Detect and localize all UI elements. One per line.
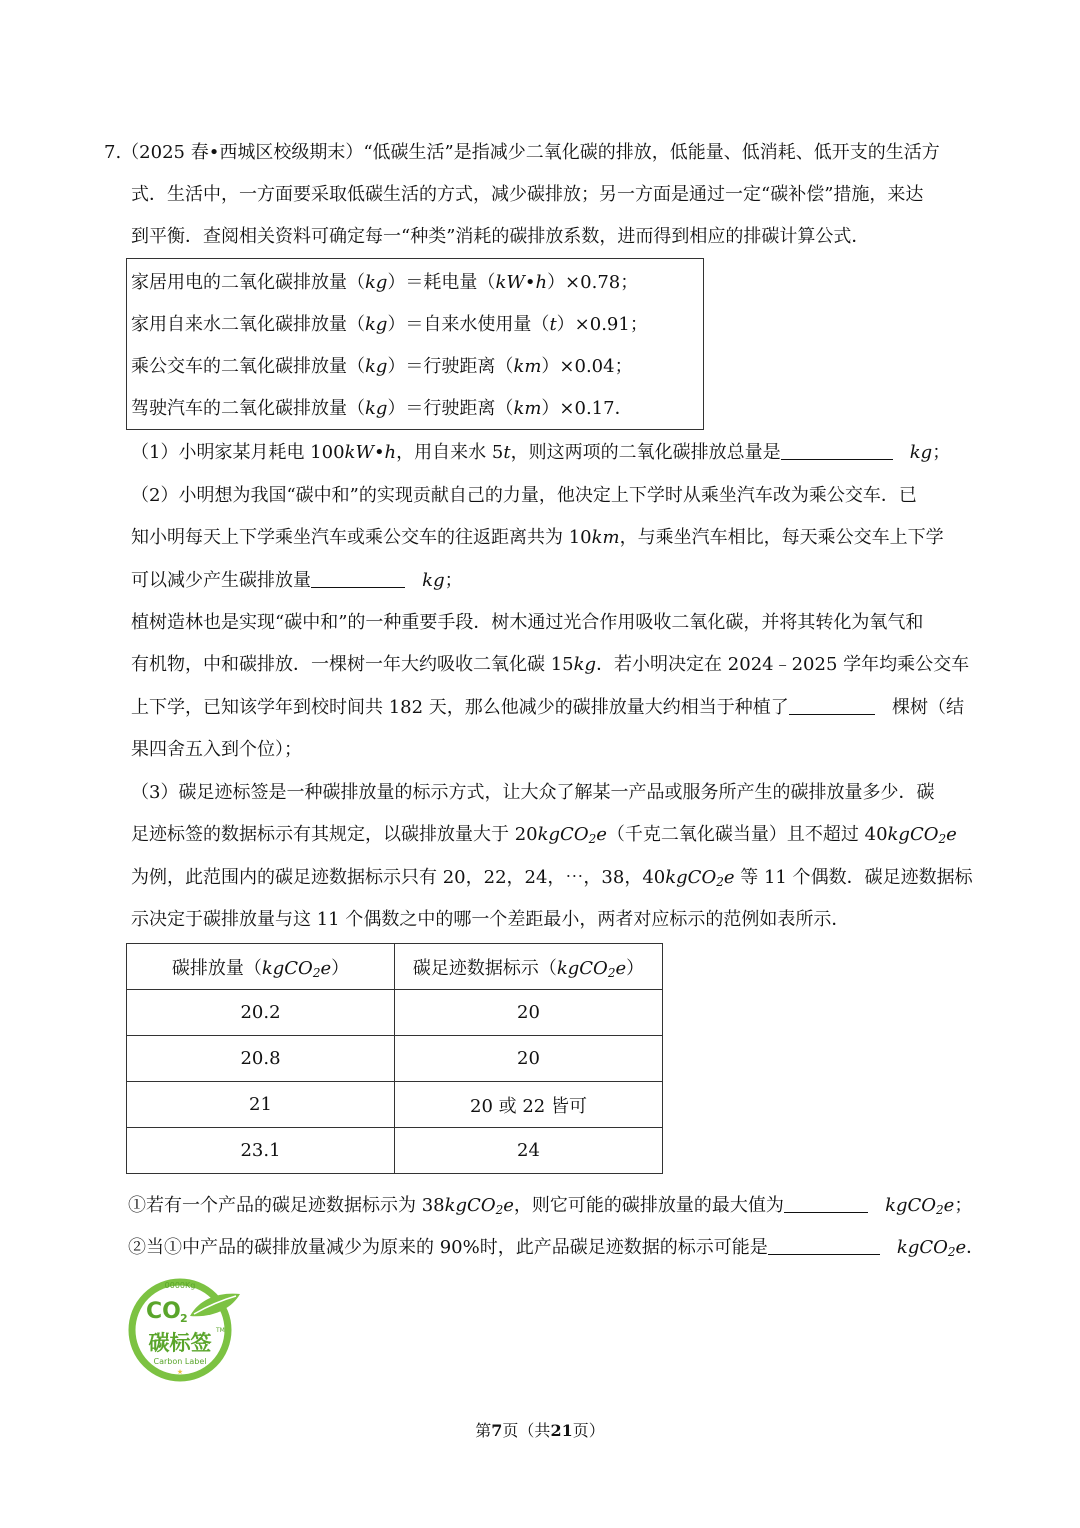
table-cell-label: 20 或 22 皆可 [395, 1082, 663, 1128]
table-row [127, 990, 663, 1036]
question-2-line-5: 有机物，中和碳排放．一棵树一年大约吸收二氧化碳 15kg．若小明决定在 2024﹣2025 学年均乘公交车 [131, 654, 970, 675]
table-cell-label: 24 [395, 1128, 663, 1174]
question-2-line-1: （2）小明想为我国“碳中和”的实现贡献自己的力量，他决定上下学时从乘坐汽车改为乘公交车．已 [131, 485, 917, 506]
table-header-emission: 碳排放量（kgCO$_2$e） [127, 944, 395, 990]
answer-blank-2[interactable] [311, 569, 405, 588]
question-3-line-3: 为例，此范围内的碳足迹数据标示只有 20，22，24，⋯，38，40kgCO$_2$e 等 11 个偶数．碳足迹数据标 [131, 867, 973, 889]
table-row [127, 1036, 663, 1082]
question-3-line-4: 示决定于碳排放量与这 11 个偶数之中的哪一个差距最小，两者对应标示的范例如表所示． [131, 909, 850, 930]
table-header-label: 碳足迹数据标示（kgCO$_2$e） [395, 944, 663, 990]
logo-cn-label: 碳标签 [148, 1331, 212, 1355]
logo-top-text: 0000Kg [164, 1281, 196, 1290]
page-footer: 第7页（共21页） [475, 1421, 605, 1440]
question-3-line-2: 足迹标签的数据标示有其规定，以碳排放量大于 20kgCO$_2$e（千克二氧化碳当量）且不超过 40kgCO$_2$e [131, 824, 957, 846]
intro-line-3: 到平衡．查阅相关资料可确定每一“种类”消耗的碳排放系数，进而得到相应的排碳计算公式． [131, 226, 870, 247]
formula-electricity: 家居用电的二氧化碳排放量（kg）＝耗电量（kW•h）×0.78； [131, 272, 639, 293]
sub-question-1: ①若有一个产品的碳足迹数据标示为 38kgCO$_2$e，则它可能的碳排放量的最大值为 kgCO$_2$e； [128, 1195, 973, 1217]
table-cell-emission: 20.8 [127, 1036, 395, 1082]
table-header-row [127, 944, 663, 990]
logo-tm: TM [216, 1327, 225, 1334]
table-cell-label: 20 [395, 990, 663, 1036]
formula-box [126, 258, 704, 430]
formula-car: 驾驶汽车的二氧化碳排放量（kg）＝行驶距离（km）×0.17． [131, 398, 633, 419]
intro-line-1: 7.（2025 春•西城区校级期末）“低碳生活”是指减少二氧化碳的排放，低能量、低消耗、低开支的生活方 [104, 142, 940, 163]
question-2-line-2: 知小明每天上下学乘坐汽车或乘公交车的往返距离共为 10km，与乘坐汽车相比，每天乘公交车上下学 [131, 527, 944, 548]
answer-blank-4[interactable] [784, 1194, 868, 1213]
total-pages: 21 [550, 1421, 573, 1440]
star-icon: ★ [176, 1368, 184, 1376]
table-row [127, 1128, 663, 1174]
example-table [126, 943, 663, 1174]
sub-question-2: ②当①中产品的碳排放量减少为原来的 90%时，此产品碳足迹数据的标示可能是 kgCO$_2$e． [128, 1237, 985, 1259]
question-2-line-4: 植树造林也是实现“碳中和”的一种重要手段．树木通过光合作用吸收二氧化碳，并将其转化为氧气和 [131, 612, 924, 633]
table-cell-label: 20 [395, 1036, 663, 1082]
answer-blank-5[interactable] [768, 1236, 880, 1255]
question-3-line-1: （3）碳足迹标签是一种碳排放量的标示方式，让大众了解某一产品或服务所产生的碳排放量多少．碳 [131, 782, 935, 803]
logo-en-label: Carbon Label [153, 1357, 207, 1366]
answer-blank-1[interactable] [781, 441, 893, 460]
carbon-label-logo [128, 1272, 248, 1384]
formula-water: 家用自来水二氧化碳排放量（kg）＝自来水使用量（t）×0.91； [131, 314, 648, 335]
question-2-line-6: 上下学，已知该学年到校时间共 182 天，那么他减少的碳排放量大约相当于种植了 棵树（结 [131, 697, 964, 718]
table-row [127, 1082, 663, 1128]
logo-co2: CO [146, 1299, 181, 1324]
answer-blank-3[interactable] [789, 696, 875, 715]
table-cell-emission: 21 [127, 1082, 395, 1128]
table-cell-emission: 23.1 [127, 1128, 395, 1174]
question-2-line-7: 果四舍五入到个位）； [131, 739, 302, 760]
question-2-line-3: 可以减少产生碳排放量 kg； [131, 570, 463, 591]
current-page-number: 7 [491, 1421, 503, 1440]
intro-line-2: 式．生活中，一方面要采取低碳生活的方式，减少碳排放；另一方面是通过一定“碳补偿”措施，来达 [131, 184, 924, 205]
logo-co2-sub: 2 [180, 1312, 188, 1325]
formula-bus: 乘公交车的二氧化碳排放量（kg）＝行驶距离（km）×0.04； [131, 356, 633, 377]
table-cell-emission: 20.2 [127, 990, 395, 1036]
question-1: （1）小明家某月耗电 100kW•h，用自来水 5t，则这两项的二氧化碳排放总量是 kg； [131, 442, 951, 463]
